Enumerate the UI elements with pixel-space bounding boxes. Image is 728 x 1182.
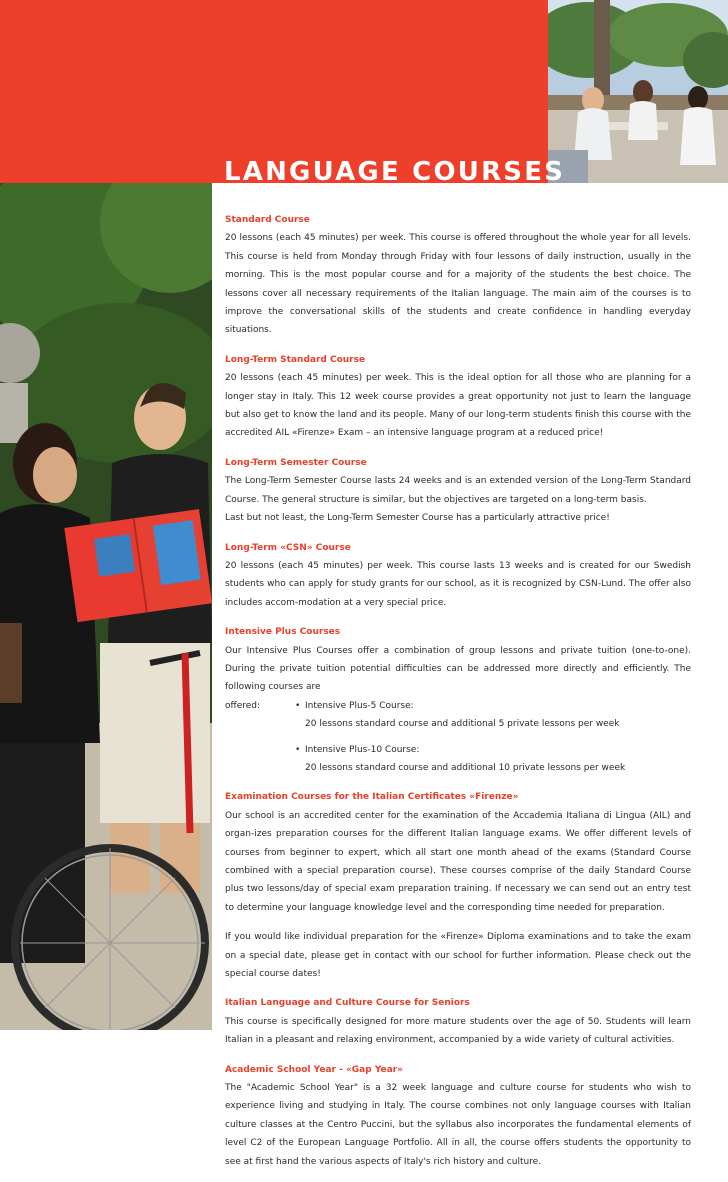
bullet-icon: •	[295, 744, 301, 755]
section-paragraph: Our school is an accredited center for the examination of the Accademia Italiana di Lingua (AIL) and organ-izes preparation courses for the different Italian language exams. We offer different levels of courses from beginner to expert, which all start one month ahead of the exams (Standard Course combined with a special preparation course). These courses comprise of the daily Standard Course plus two lessons/day of special exam preparation training. If necessary we can send out an entry test to determine your language knowledge level and the corresponding time needed for preparation.	[225, 810, 691, 913]
section-paragraph: 20 lessons (each 45 minutes) per week. This course is offered throughout the whole year for all levels. This course is held from Monday through Friday with four lessons of daily instruction, usually in the morning. This is the most popular course and for a majority of the students the best choice. The lessons cover all necessary requirements of the Italian language. The main aim of the courses is to improve the conversational skills of the students and create confidence in handling everyday situations.	[225, 233, 691, 336]
offered-course-list	[295, 697, 691, 778]
section-paragraph: 20 lessons (each 45 minutes) per week. This is the ideal option for all those who are planning for a longer stay in Italy. This 12 week course provides a great opportunity not just to learn the language but also get to know the land and its people. Many of our long-term students finish this course with the accredited AIL «Firenze» Exam – an intensive language program at a reduced price!	[225, 373, 692, 439]
offer-name: Intensive Plus-10 Course:	[305, 744, 420, 755]
section-examination-courses	[225, 788, 691, 983]
list-item	[295, 741, 691, 778]
section-heading: Intensive Plus Courses	[225, 627, 341, 638]
offer-name: Intensive Plus-5 Course:	[305, 700, 414, 711]
section-heading: Long-Term Semester Course	[225, 457, 367, 468]
section-paragraph: 20 lessons (each 45 minutes) per week. This course lasts 13 weeks and is created for our Swedish students who can apply for study grants for our school, as it is recognized by CSN-Lund. The offer also includes accom-modation at a very special price.	[225, 560, 691, 608]
photo-students-with-bicycle	[0, 183, 212, 1030]
photo-cafe-terrace	[548, 0, 728, 183]
section-heading: Examination Courses for the Italian Certificates «Firenze»	[225, 792, 519, 803]
section-paragraph: Our Intensive Plus Courses offer a combination of group lessons and private tuition (one-to-one). During the private tuition potential difficulties can be addressed more directly and efficiently. The following courses are	[225, 645, 691, 693]
section-long-term-semester-course	[225, 454, 691, 528]
section-heading: Long-Term Standard Course	[225, 354, 366, 365]
section-long-term-standard-course	[225, 351, 691, 443]
section-paragraph: This course is specifically designed for more mature students over the age of 50. Students will learn Italian in a pleasant and relaxing environment, accompanied by a wide variety of cultural activities.	[225, 1016, 691, 1046]
section-paragraph: The Long-Term Semester Course lasts 24 weeks and is an extended version of the Long-Term Standard Course. The general structure is similar, but the objectives are targeted on a long-term basis.	[225, 476, 691, 505]
page-title: LANGUAGE COURSES	[224, 157, 566, 187]
offer-detail: 20 lessons standard course and additional 5 private lessons per week	[305, 719, 620, 730]
offered-courses	[225, 697, 691, 778]
section-paragraph: Last but not least, the Long-Term Semester Course has a particularly attractive price!	[225, 513, 610, 524]
section-paragraph: If you would like individual preparation for the «Firenze» Diploma examinations and to take the exam on a special date, please get in contact with our school for further information. Please check out the special course dates!	[225, 932, 691, 980]
section-academic-school-year	[225, 1061, 691, 1171]
course-descriptions	[225, 211, 691, 1182]
section-heading: Italian Language and Culture Course for Seniors	[225, 998, 470, 1009]
offer-detail: 20 lessons standard course and additional 10 private lessons per week	[305, 762, 626, 773]
section-intensive-plus-courses	[225, 623, 691, 777]
list-item	[295, 697, 691, 734]
section-standard-course	[225, 211, 691, 340]
section-paragraph: The "Academic School Year" is a 32 week language and culture course for students who wish to experience living and studying in Italy. The course combines not only language courses with Italian culture classes at the Centro Puccini, but the syllabus also incorporates the fundamental elements of level C2 of the European Language Portfolio. All in all, the course offers students the opportunity to see at first hand the various aspects of Italy's rich history and culture.	[225, 1083, 691, 1167]
section-seniors-course	[225, 994, 691, 1049]
section-heading: Standard Course	[225, 215, 310, 225]
section-csn-course	[225, 539, 691, 613]
section-heading: Long-Term «CSN» Course	[225, 542, 351, 553]
section-heading: Academic School Year - «Gap Year»	[225, 1064, 403, 1075]
offered-label: offered:	[225, 700, 261, 711]
bullet-icon: •	[295, 700, 301, 711]
